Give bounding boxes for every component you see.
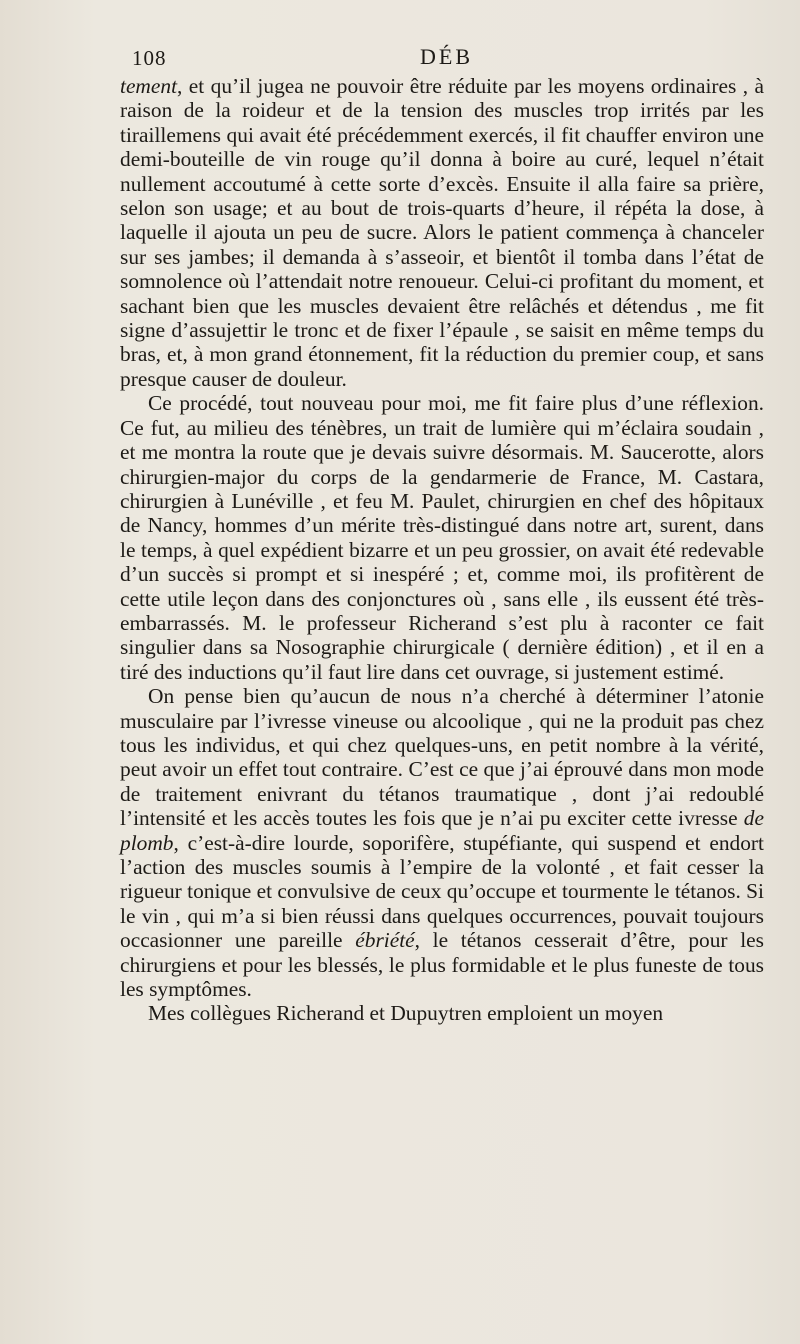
paragraph-text: Mes collègues Richerand et Dupuytren emploient un moyen (148, 1001, 664, 1026)
paragraph-text: , et qu’il jugea ne pouvoir être réduite par les moyens ordinaires , à raison de la roideur et de la tension des muscles trop irrités par les tiraillemens qui avait été précédemment exercés, il fit chauffer environ une demi-bouteille de vin rouge qu’il donna à boire au curé, lequel n’était nullement accoutumé à cette sorte d’excès. Ensuite il alla faire sa prière, selon son usage; et au bout de trois-quarts d’heure, il répéta la dose, à laquelle il ajouta un peu de sucre. Alors le patient commença à chanceler sur ses jambes; il demanda à s’asseoir, et bientôt il tomba dans l’état de somnolence où l’attendait notre renoueur. Celui-ci profitant du moment, et sachant bien que les muscles devaient être relâchés et détendus , me fit signe d’assujettir le tronc et de fixer l’épaule , se saisit en même temps du bras, et, à mon grand étonnement, fit la réduction du premier coup, et sans presque causer de douleur. (120, 74, 764, 391)
running-title: DÉB (420, 44, 473, 69)
paragraph-text: Ce procédé, tout nouveau pour moi, me fit faire plus d’une réflexion. Ce fut, au milieu des ténèbres, un trait de lumière qui m’éclaira soudain , et me montra la route que je devais suivre désormais. M. Saucerotte, alors chirurgien-major du corps de la gendarmerie de France, M. Castara, chirurgien à Lunéville , et feu M. Paulet, chirurgien en chef des hôpitaux de Nancy, hommes d’un mérite très-distingué dans notre art, surent, dans le temps, à quel expédient bizarre et un peu grossier, on avait été redevable d’un succès si prompt et si inespéré ; et, comme moi, ils profitèrent de cette utile leçon dans des conjonctures où , sans elle , ils eussent été très-embarrassés. M. le professeur Richerand s’est plu à raconter ce fait singulier dans sa Nosographie chirurgicale ( dernière édition) , et il en a tiré des inductions qu’il faut lire dans cet ouvrage, si justement estimé. (120, 391, 764, 684)
running-head (120, 40, 764, 74)
paragraph-text-middle: , c’est-à-dire lourde, soporifère, stupéfiante, qui suspend et endort l’action des muscles soumis à l’empire de la volonté , et fait cesser la rigueur tonique et convulsive de ceux qu’occupe et tourmente le tétanos. Si le vin , qui m’a si bien réussi dans quelques occurrences, pouvait toujours occasionner une pareille (120, 830, 764, 953)
italic-word-ebriete: ébriété (355, 928, 415, 953)
paragraph-text-after: , le tétanos cesserait d’être, pour les chirurgiens et pour les blessés, le plus formidable et le plus funeste de tous les symptômes. (120, 928, 764, 1002)
body-text (120, 74, 764, 1026)
paragraph-3 (120, 684, 764, 1001)
page-number: 108 (132, 46, 167, 70)
italic-phrase-de-plomb: de plomb (120, 806, 764, 855)
paragraph-4 (120, 1001, 764, 1025)
paragraph-1 (120, 74, 764, 391)
paragraph-2 (120, 391, 764, 684)
italic-word: tement (120, 74, 178, 98)
paragraph-text-before: On pense bien qu’aucun de nous n’a cherché à déterminer l’atonie musculaire par l’ivresse vineuse ou alcoolique , qui ne la produit pas chez tous les individus, et qui chez quelques-uns, en petit nombre à la vérité, peut avoir un effet tout contraire. C’est ce que j’ai éprouvé dans mon mode de traitement enivrant du tétanos traumatique , dont j’ai redoublé l’intensité et les accès toutes les fois que je n’ai pu exciter cette ivresse (120, 684, 764, 831)
